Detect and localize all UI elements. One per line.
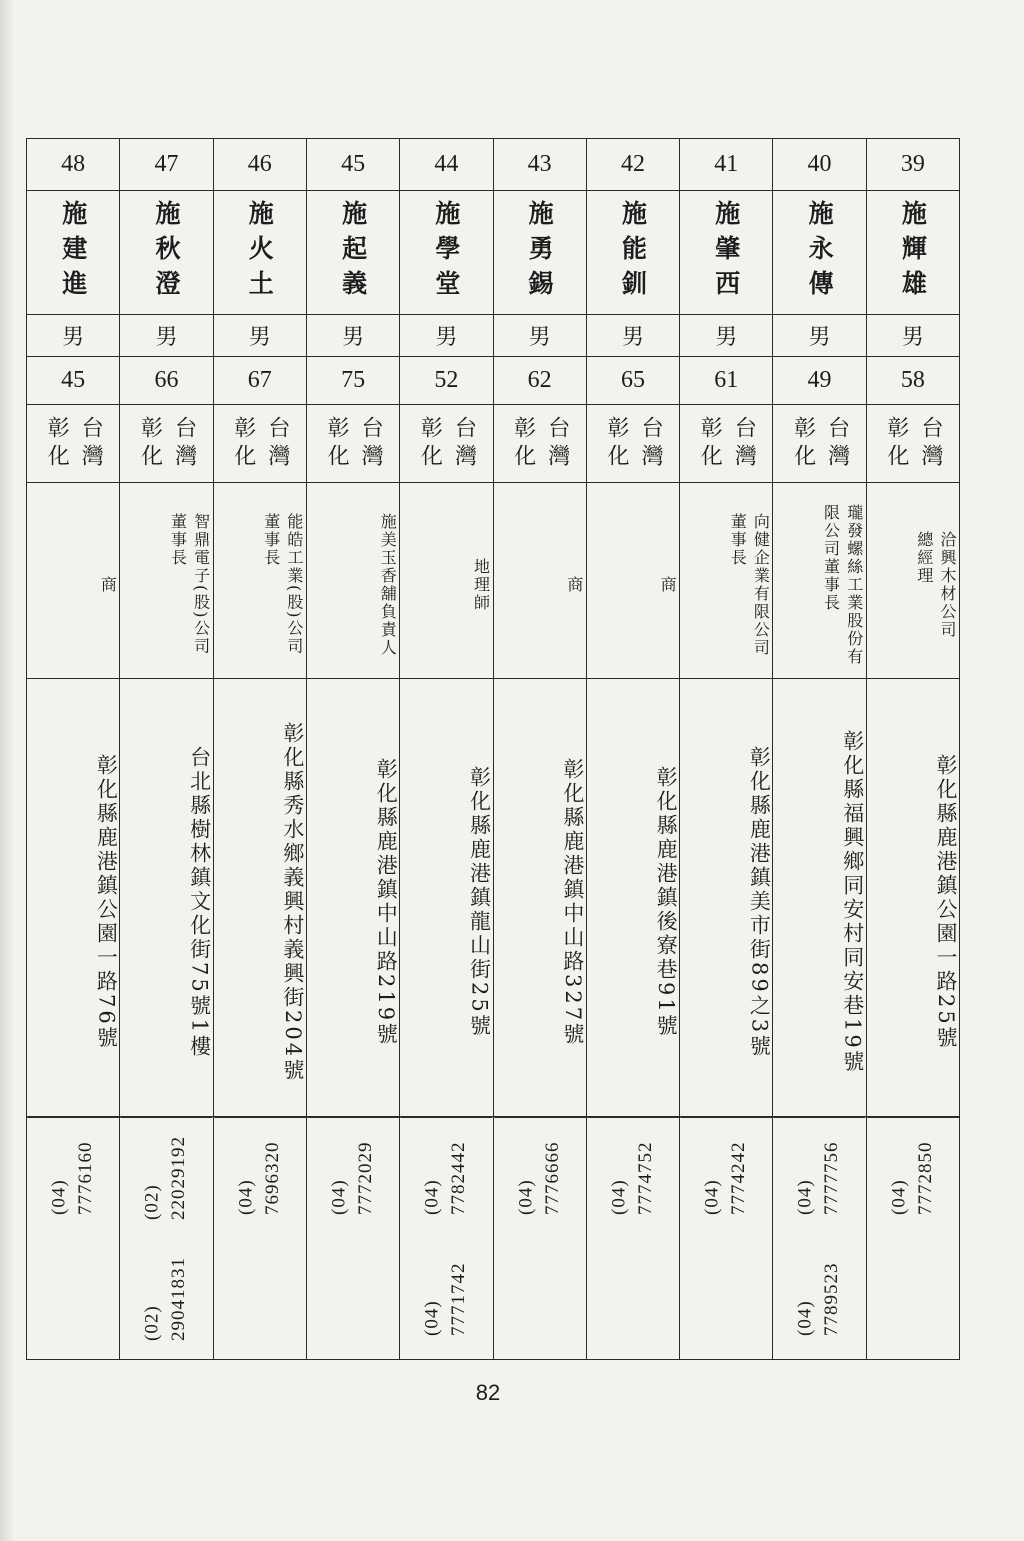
member-origin-text: 台灣 彰化 — [44, 415, 104, 472]
member-name — [307, 191, 399, 315]
member-occupation — [494, 483, 586, 679]
member-number-text: 42 — [620, 151, 645, 177]
member-phone-primary-text: (02) 22029192 — [141, 1136, 190, 1221]
member-age — [214, 357, 306, 405]
member-phone-secondary — [867, 1239, 959, 1359]
member-phone-primary-text: (04) 7774752 — [608, 1141, 656, 1216]
member-address-text: 彰化縣鹿港鎮公園一路76號 — [94, 754, 119, 1051]
member-sex-text: 男 — [248, 325, 271, 350]
member-sex — [307, 315, 399, 357]
member-occupation-text: 智鼎電子(股)公司 董事長 — [168, 513, 211, 656]
member-sex-text: 男 — [528, 325, 551, 350]
member-phone-primary-text: (04) 7696320 — [235, 1141, 283, 1216]
member-sex-text: 男 — [155, 325, 178, 350]
member-name — [773, 191, 865, 315]
member-phone-secondary — [400, 1239, 492, 1359]
member-origin — [214, 405, 306, 483]
member-occupation-text: 商 — [658, 575, 678, 594]
member-name-text: 施輝雄 — [898, 200, 928, 305]
member-occupation — [214, 483, 306, 679]
member-address — [307, 679, 399, 1117]
member-sex — [773, 315, 865, 357]
member-name-text: 施永傳 — [805, 200, 835, 305]
member-column — [866, 139, 959, 1359]
member-sex — [587, 315, 679, 357]
member-sex-text: 男 — [435, 325, 458, 350]
member-name — [680, 191, 772, 315]
member-sex — [494, 315, 586, 357]
member-sex-text: 男 — [715, 325, 738, 350]
member-column — [679, 139, 772, 1359]
member-phone-primary — [494, 1117, 586, 1239]
member-age — [27, 357, 119, 405]
member-age — [120, 357, 212, 405]
member-phone-primary-text: (04) 7772029 — [328, 1141, 377, 1216]
member-age-text: 52 — [434, 367, 459, 393]
member-number — [867, 139, 959, 191]
member-sex-text: 男 — [62, 325, 85, 350]
member-origin-text: 台灣 彰化 — [883, 415, 943, 472]
member-occupation-text: 洽興木材公司 總經理 — [914, 530, 957, 639]
member-phone-secondary — [773, 1239, 865, 1359]
member-age-text: 67 — [247, 367, 272, 393]
member-address — [120, 679, 212, 1117]
member-age-text: 62 — [527, 367, 552, 393]
member-phone-primary — [400, 1117, 492, 1239]
member-name-text: 施火土 — [245, 200, 275, 305]
member-occupation — [27, 483, 119, 679]
member-column — [27, 139, 119, 1359]
member-phone-primary — [680, 1117, 772, 1239]
member-sex-text: 男 — [901, 325, 924, 350]
member-address-text: 彰化縣鹿港鎮龍山街25號 — [467, 766, 492, 1039]
member-occupation — [120, 483, 212, 679]
member-phone-primary — [867, 1117, 959, 1239]
member-number-text: 41 — [714, 151, 739, 177]
member-number — [27, 139, 119, 191]
member-phone-secondary-text: (04) 7771742 — [421, 1262, 470, 1336]
member-address — [680, 679, 772, 1117]
member-occupation — [587, 483, 679, 679]
member-address-text: 台北縣樹林鎮文化街75號1樓 — [187, 745, 212, 1060]
member-sex — [680, 315, 772, 357]
member-origin — [867, 405, 959, 483]
member-age-text: 61 — [714, 367, 739, 393]
member-origin — [494, 405, 586, 483]
member-phone-primary — [214, 1117, 306, 1239]
member-occupation — [307, 483, 399, 679]
member-address — [867, 679, 959, 1117]
member-occupation-text: 商 — [98, 575, 118, 594]
scan-edge-shadow — [0, 0, 14, 1541]
member-phone-primary — [27, 1117, 119, 1239]
member-phone-secondary — [120, 1239, 212, 1359]
member-occupation — [773, 483, 865, 679]
member-phone-secondary — [214, 1239, 306, 1359]
member-address — [773, 679, 865, 1117]
member-phone-primary — [587, 1117, 679, 1239]
member-phone-primary — [307, 1117, 399, 1239]
member-origin — [120, 405, 212, 483]
member-sex — [400, 315, 492, 357]
member-phone-primary-text: (04) 7776666 — [515, 1141, 563, 1216]
member-origin-text: 台灣 彰化 — [697, 415, 757, 472]
member-age — [587, 357, 679, 405]
member-address-text: 彰化縣鹿港鎮中山路219號 — [374, 757, 399, 1048]
member-sex — [27, 315, 119, 357]
member-origin-text: 台灣 彰化 — [603, 415, 664, 472]
member-origin — [680, 405, 772, 483]
member-origin — [773, 405, 865, 483]
member-roster-table — [26, 138, 960, 1360]
member-address-text: 彰化縣鹿港鎮後寮巷91號 — [654, 766, 679, 1039]
member-address — [494, 679, 586, 1117]
member-number — [214, 139, 306, 191]
member-number — [120, 139, 212, 191]
member-name — [587, 191, 679, 315]
member-occupation-text: 能皓工業(股)公司 董事長 — [261, 513, 304, 656]
member-address-text: 彰化縣鹿港鎮美市街89之3號 — [747, 745, 772, 1060]
member-phone-secondary — [680, 1239, 772, 1359]
member-column — [586, 139, 679, 1359]
member-column — [772, 139, 865, 1359]
member-age-text: 45 — [61, 367, 86, 393]
member-column — [119, 139, 212, 1359]
member-address-text: 彰化縣福興鄉同安村同安巷19號 — [840, 730, 865, 1075]
member-age — [680, 357, 772, 405]
member-phone-secondary — [307, 1239, 399, 1359]
member-sex-text: 男 — [621, 325, 644, 350]
member-phone-primary-text: (04) 7774242 — [701, 1141, 750, 1216]
member-address-text: 彰化縣鹿港鎮公園一路25號 — [934, 754, 958, 1051]
member-phone-primary-text: (04) 7782442 — [421, 1141, 470, 1216]
member-age — [494, 357, 586, 405]
member-column — [213, 139, 306, 1359]
member-age — [867, 357, 959, 405]
member-number-text: 46 — [247, 151, 272, 177]
member-age — [773, 357, 865, 405]
member-column — [306, 139, 399, 1359]
member-age-text: 49 — [807, 367, 832, 393]
member-name-text: 施肇西 — [711, 200, 741, 305]
member-number-text: 48 — [61, 151, 86, 177]
member-name — [494, 191, 586, 315]
member-origin-text: 台灣 彰化 — [324, 415, 384, 472]
member-address — [587, 679, 679, 1117]
member-number-text: 44 — [434, 151, 459, 177]
page-number: 82 — [475, 1380, 501, 1405]
member-occupation-text: 向健企業有限公司 董事長 — [728, 512, 771, 657]
member-sex — [214, 315, 306, 357]
member-number — [494, 139, 586, 191]
member-origin — [587, 405, 679, 483]
member-number — [587, 139, 679, 191]
member-number-text: 47 — [154, 151, 179, 177]
member-name — [120, 191, 212, 315]
member-origin-text: 台灣 彰化 — [230, 415, 290, 472]
member-phone-primary — [120, 1117, 212, 1239]
member-number-text: 39 — [900, 151, 925, 177]
member-occupation — [400, 483, 492, 679]
member-phone-secondary-text: (02) 29041831 — [141, 1257, 190, 1341]
member-phone-primary-text: (04) 7776160 — [48, 1141, 97, 1216]
member-occupation — [867, 483, 959, 679]
member-number-text: 40 — [807, 151, 832, 177]
member-age-text: 75 — [341, 367, 366, 393]
member-number — [773, 139, 865, 191]
member-sex-text: 男 — [808, 325, 831, 350]
member-phone-primary-text: (04) 7772850 — [888, 1141, 936, 1216]
member-name — [27, 191, 119, 315]
member-name — [214, 191, 306, 315]
member-sex — [120, 315, 212, 357]
member-name — [400, 191, 492, 315]
member-occupation-text: 瓏發螺絲工業股份有 限公司董事長 — [821, 503, 864, 666]
member-address-text: 彰化縣鹿港鎮中山路327號 — [560, 757, 585, 1048]
member-age — [400, 357, 492, 405]
member-origin-text: 台灣 彰化 — [790, 415, 850, 472]
member-name-text: 施秋澄 — [151, 200, 181, 305]
member-number — [307, 139, 399, 191]
member-origin-text: 台灣 彰化 — [137, 415, 197, 472]
member-origin-text: 台灣 彰化 — [417, 415, 477, 472]
member-number — [680, 139, 772, 191]
member-occupation-text: 商 — [564, 575, 584, 594]
member-name-text: 施學堂 — [431, 200, 461, 305]
member-age-text: 66 — [154, 367, 179, 393]
member-address — [27, 679, 119, 1117]
member-phone-secondary-text: (04) 7789523 — [794, 1262, 843, 1336]
member-number-text: 43 — [527, 151, 552, 177]
member-occupation-text: 施美玉香舖負責人 — [378, 512, 398, 657]
member-occupation — [680, 483, 772, 679]
member-address-text: 彰化縣秀水鄉義興村義興街204號 — [280, 721, 305, 1084]
member-origin — [307, 405, 399, 483]
member-name-text: 施建進 — [58, 200, 88, 305]
member-phone-secondary — [27, 1239, 119, 1359]
member-name-text: 施能釧 — [618, 200, 648, 305]
member-phone-secondary — [494, 1239, 586, 1359]
member-sex-text: 男 — [342, 325, 365, 350]
member-phone-primary-text: (04) 7777756 — [794, 1141, 843, 1216]
member-age — [307, 357, 399, 405]
member-origin-text: 台灣 彰化 — [510, 415, 570, 472]
member-number — [400, 139, 492, 191]
member-column — [399, 139, 492, 1359]
member-number-text: 45 — [341, 151, 366, 177]
member-origin — [27, 405, 119, 483]
member-age-text: 65 — [620, 367, 645, 393]
member-address — [214, 679, 306, 1117]
member-age-text: 58 — [900, 367, 925, 393]
member-column — [493, 139, 586, 1359]
member-name — [867, 191, 959, 315]
member-address — [400, 679, 492, 1117]
member-name-text: 施勇錫 — [525, 200, 555, 305]
member-origin — [400, 405, 492, 483]
member-name-text: 施起義 — [338, 200, 368, 305]
member-phone-primary — [773, 1117, 865, 1239]
member-occupation-text: 地理師 — [471, 557, 491, 612]
member-phone-secondary — [587, 1239, 679, 1359]
member-sex — [867, 315, 959, 357]
